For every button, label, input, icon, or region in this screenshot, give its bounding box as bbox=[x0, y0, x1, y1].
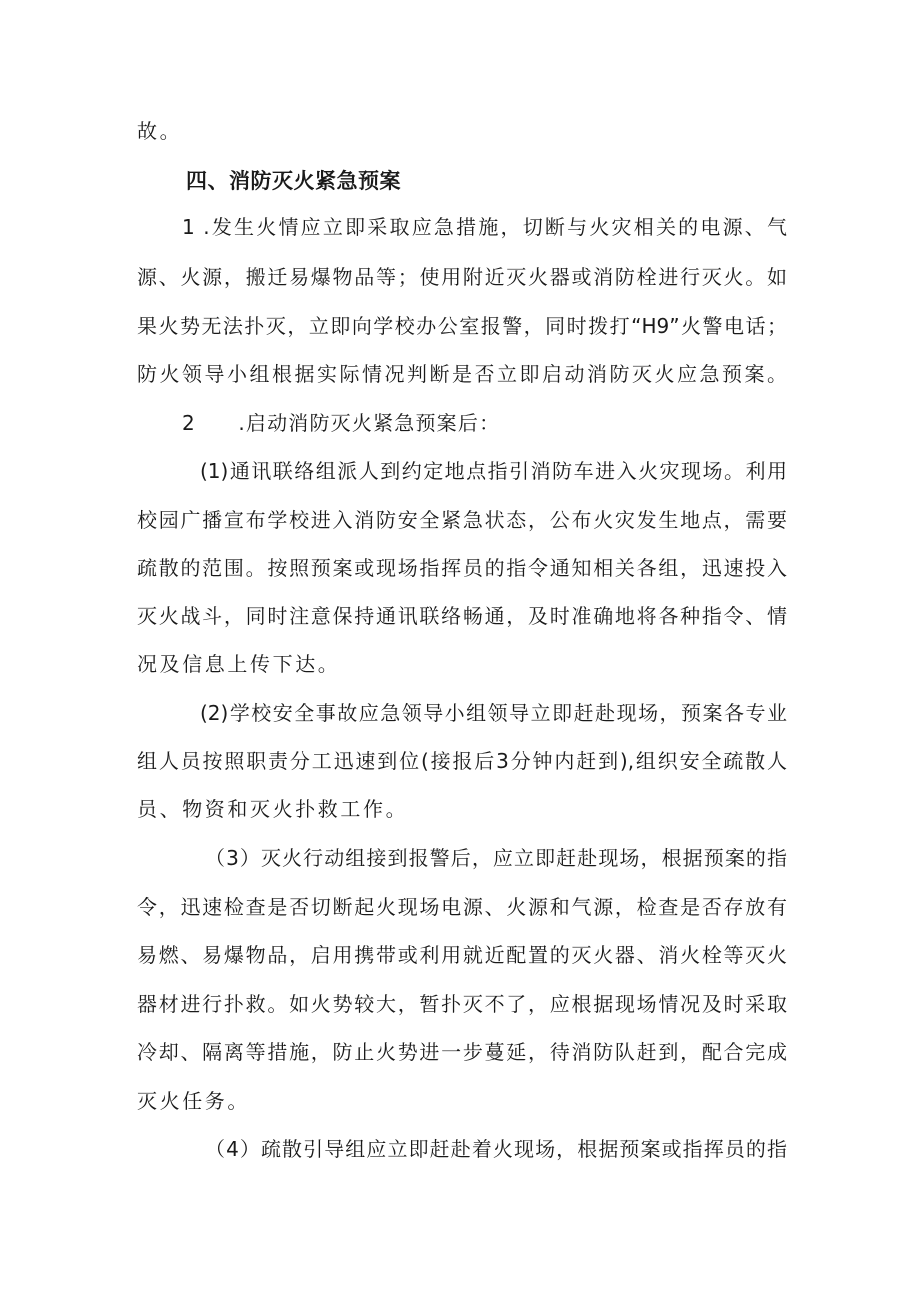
text-line: 器材进行扑救。如火势较大，暂扑灭不了，应根据现场情况及时采取 bbox=[137, 992, 787, 1016]
text-line: (1)通讯联络组派人到约定地点指引消防车进入火灾现场。利用 bbox=[200, 459, 787, 483]
text-line: 易燃、易爆物品，启用携带或利用就近配置的灭火器、消火栓等灭火 bbox=[137, 943, 787, 967]
text-line: 况及信息上传下达。 bbox=[137, 652, 341, 676]
text-line: 灭火战斗，同时注意保持通讯联络畅通，及时准确地将各种指令、情 bbox=[137, 604, 787, 628]
text-line: 故。 bbox=[137, 119, 183, 143]
text-line: 疏散的范围。按照预案或现场指挥员的指令通知相关各组，迅速投入 bbox=[137, 556, 787, 580]
text-line: （3）灭火行动组接到报警后，应立即赶赴现场，根据预案的指 bbox=[205, 846, 787, 870]
text-line: 员、物资和灭火扑救工作。 bbox=[137, 797, 409, 821]
text-line: 果火势无法扑灭，立即向学校办公室报警，同时拨打“H9”火警电话； bbox=[137, 314, 787, 338]
text-line: 灭火任务。 bbox=[137, 1089, 250, 1113]
text-line: 令，迅速检查是否切断起火现场电源、火源和气源，检查是否存放有 bbox=[137, 895, 787, 919]
text-line: 组人员按照职责分工迅速到位(接报后3分钟内赶到),组织安全疏散人 bbox=[137, 749, 787, 773]
section-heading: 四、消防灭火紧急预案 bbox=[186, 169, 401, 193]
text-line: 防火领导小组根据实际情况判断是否立即启动消防灭火应急预案。 bbox=[137, 362, 787, 386]
text-line: 冷却、隔离等措施，防止火势进一步蔓延，待消防队赶到，配合完成 bbox=[137, 1040, 787, 1064]
text-line: 1 .发生火情应立即采取应急措施，切断与火灾相关的电源、气 bbox=[182, 215, 787, 239]
text-line: (2)学校安全事故应急领导小组领导立即赶赴现场，预案各专业 bbox=[200, 701, 787, 725]
text-line: （4）疏散引导组应立即赶赴着火现场，根据预案或指挥员的指 bbox=[205, 1137, 787, 1161]
text-line: 源、火源，搬迁易爆物品等；使用附近灭火器或消防栓进行灭火。如 bbox=[137, 265, 787, 289]
text-line: 2 .启动消防灭火紧急预案后： bbox=[182, 411, 501, 435]
text-line: 校园广播宣布学校进入消防安全紧急状态，公布火灾发生地点，需要 bbox=[137, 508, 787, 532]
